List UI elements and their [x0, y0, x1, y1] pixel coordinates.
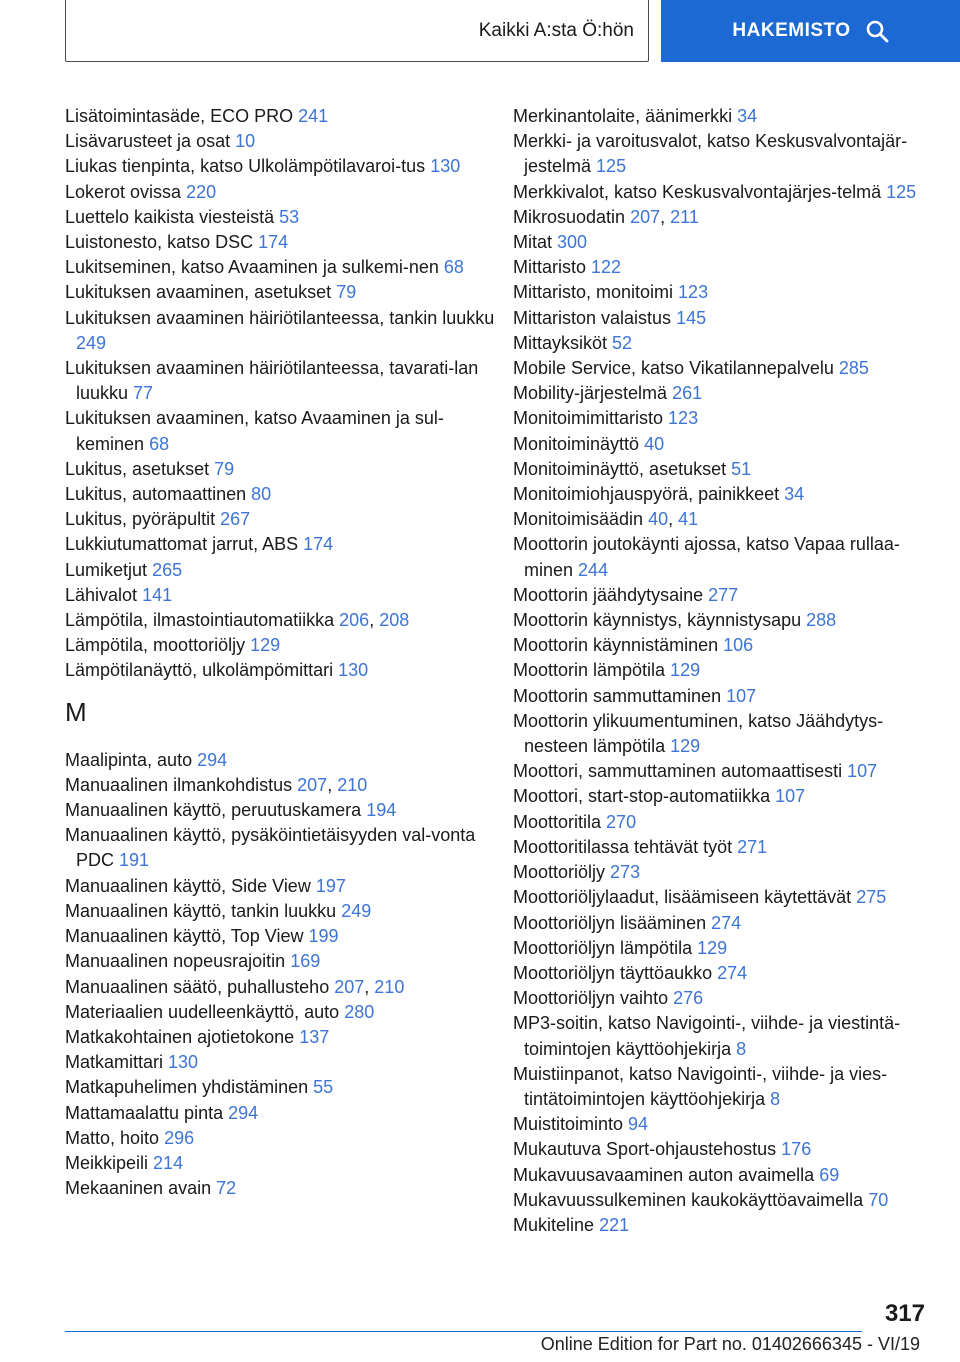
page-reference-link[interactable]: 79 [214, 458, 235, 479]
index-entry [513, 784, 933, 809]
index-term: Lukitseminen, katso Avaaminen ja sulkemi-nen [65, 257, 439, 278]
index-term: Monitoimisäädin [513, 509, 644, 530]
index-term: Lämpötilanäyttö, ulkolämpömittari [65, 660, 334, 681]
page-reference-link[interactable]: 122 [591, 257, 622, 278]
page-reference-link[interactable]: 249 [76, 332, 107, 353]
page-reference-link[interactable]: 244 [578, 559, 609, 580]
index-term: Lämpötila, ilmastointiautomatiikka [65, 610, 335, 631]
index-term: Lukitus, automaattinen [65, 484, 247, 505]
page-reference-link[interactable]: 277 [708, 584, 739, 605]
page-reference-link[interactable]: 129 [250, 635, 281, 656]
index-entry [65, 949, 505, 974]
page-reference-link[interactable]: 55 [313, 1077, 334, 1098]
index-term: Lukitus, asetukset [65, 458, 210, 479]
index-entry [65, 633, 505, 658]
page-reference-link[interactable]: 123 [668, 408, 699, 429]
index-entry [513, 432, 933, 457]
index-term: Merkki- ja varoitusvalot, katso Keskusvalvontajär-jestelmä [513, 131, 908, 177]
index-term: Moottoritila [513, 811, 602, 832]
index-term: Lokerot ovissa [65, 181, 182, 202]
index-entry [513, 306, 933, 331]
page-reference-link[interactable]: 210 [374, 976, 405, 997]
index-entry [513, 280, 933, 305]
page-reference-link[interactable]: 125 [886, 181, 917, 202]
index-entry [513, 936, 933, 961]
index-entry [65, 154, 505, 179]
index-entry [65, 230, 505, 255]
index-term: Lukituksen avaaminen häiriötilanteessa, tavarati-lan luukku [65, 358, 479, 404]
index-term: Manuaalinen käyttö, Top View [65, 926, 304, 947]
index-entry: Monitoimisäädin 40, 41 [513, 509, 699, 530]
index-entry [513, 482, 933, 507]
index-term: Mukavuussulkeminen kaukokäyttöavaimella [513, 1189, 864, 1210]
index-term: Mekaaninen avain [65, 1178, 212, 1199]
index-entry [65, 1050, 505, 1075]
page-reference-link[interactable]: 197 [315, 875, 346, 896]
edition-footer: Online Edition for Part no. 01402666345 - VI/19 [540, 1334, 920, 1354]
page-reference-link[interactable]: 191 [119, 850, 150, 871]
page-reference-link[interactable]: 288 [806, 610, 837, 631]
page-reference-link[interactable]: 125 [596, 156, 627, 177]
index-column-right [513, 104, 933, 1238]
index-entry [513, 759, 933, 784]
page-reference-link[interactable]: 51 [731, 458, 752, 479]
index-entry [513, 532, 933, 582]
index-term: Moottorin käynnistäminen [513, 635, 719, 656]
index-term: Manuaalinen säätö, puhallusteho [65, 976, 330, 997]
index-entry [65, 874, 505, 899]
index-term: Lukkiutumattomat jarrut, ABS [65, 534, 299, 555]
index-entry [513, 381, 933, 406]
page-reference-link[interactable]: 174 [303, 534, 334, 555]
page-reference-link[interactable]: 249 [341, 900, 372, 921]
page-reference-link[interactable]: 40 [644, 433, 665, 454]
index-term: Moottori, sammuttaminen automaattisesti [513, 761, 843, 782]
index-term: Manuaalinen käyttö, peruutuskamera [65, 800, 362, 821]
page-reference-link[interactable]: 68 [443, 257, 464, 278]
page-reference-link[interactable]: 107 [847, 761, 878, 782]
page-reference-link[interactable]: 280 [344, 1001, 375, 1022]
index-term: Manuaalinen nopeusrajoitin [65, 951, 286, 972]
index-term: Luettelo kaikista viesteistä [65, 206, 275, 227]
index-entry [65, 532, 505, 557]
footer-divider [65, 1331, 862, 1332]
section-tab-label: Kaikki A:sta Ö:hön [478, 19, 634, 41]
index-term: Moottorin ylikuumentuminen, katso Jäähdytys-nesteen lämpötila [513, 710, 884, 757]
page-reference-link[interactable]: 206 [339, 610, 370, 631]
index-entry [65, 507, 505, 532]
page-reference-link[interactable]: 130 [430, 156, 461, 177]
page-reference-link[interactable]: 129 [670, 736, 701, 757]
index-entry: Manuaalinen säätö, puhallusteho 207, 210 [65, 976, 405, 997]
index-entry [65, 356, 505, 406]
index-term: Lukitus, pyöräpultit [65, 509, 216, 530]
index-column-left [65, 104, 505, 1201]
index-term: Moottoriöljylaadut, lisäämiseen käytettävät [513, 887, 852, 908]
index-entry [513, 457, 933, 482]
index-term: Matto, hoito [65, 1127, 160, 1148]
page-reference-link[interactable]: 130 [338, 660, 369, 681]
index-entry: Mikrosuodatin 207, 211 [513, 206, 699, 227]
index-entry [513, 1112, 933, 1137]
index-entry [513, 255, 933, 280]
index-entry [65, 255, 505, 280]
index-term: Lämpötila, moottoriöljy [65, 635, 246, 656]
index-entry [513, 1213, 933, 1238]
index-entry [513, 835, 933, 860]
index-term: Meikkipeili [65, 1152, 149, 1173]
page-reference-link[interactable]: 174 [258, 232, 289, 253]
index-term: Moottoriöljy [513, 862, 606, 883]
index-entry [65, 798, 505, 823]
index-entries-m [65, 748, 505, 1202]
index-entry [513, 885, 933, 910]
index-entry [65, 406, 505, 456]
index-term: Moottorin sammuttaminen [513, 685, 722, 706]
page-reference-link[interactable]: 80 [251, 484, 272, 505]
index-entry [513, 961, 933, 986]
page-reference-link[interactable]: 214 [153, 1152, 184, 1173]
page-reference-link[interactable]: 34 [784, 484, 805, 505]
index-entry [65, 104, 505, 129]
page-reference-link[interactable]: 207 [630, 206, 661, 227]
page-reference-link[interactable]: 77 [133, 383, 154, 404]
page-reference-link[interactable]: 274 [711, 912, 742, 933]
index-term: Moottorin lämpötila [513, 660, 666, 681]
index-button[interactable] [661, 0, 960, 62]
index-term: Merkkivalot, katso Keskusvalvontajärjes-telmä [513, 181, 882, 202]
page-reference-link[interactable]: 79 [336, 282, 357, 303]
page-reference-link[interactable]: 273 [610, 862, 641, 883]
index-term: Mukautuva Sport-ohjaustehostus [513, 1139, 777, 1160]
index-entry [65, 899, 505, 924]
page-reference-link[interactable]: 107 [726, 685, 757, 706]
index-entry [513, 860, 933, 885]
page-reference-link[interactable]: 145 [676, 307, 707, 328]
page-reference-link[interactable]: 10 [235, 131, 256, 152]
index-term: Monitoiminäyttö, asetukset [513, 458, 727, 479]
index-entry [513, 1163, 933, 1188]
page-reference-link[interactable]: 275 [856, 887, 887, 908]
index-entry: Lämpötila, ilmastointiautomatiikka 206, 208 [65, 610, 410, 631]
index-entries-l [65, 104, 505, 684]
page-reference-link[interactable]: 8 [770, 1088, 781, 1109]
page-reference-link[interactable]: 123 [678, 282, 709, 303]
index-term: Monitoiminäyttö [513, 433, 640, 454]
index-term: Mobile Service, katso Vikatilannepalvelu [513, 358, 834, 379]
index-term: Moottoriöljyn täyttöaukko [513, 962, 713, 983]
page-reference-link[interactable]: 199 [308, 926, 339, 947]
index-term: Matkakohtainen ajotietokone [65, 1026, 295, 1047]
index-term: Mittaristo, monitoimi [513, 282, 674, 303]
index-entry [65, 280, 505, 305]
page-reference-link[interactable]: 261 [672, 383, 703, 404]
index-entry [513, 1137, 933, 1162]
index-term: Matkapuhelimen yhdistäminen [65, 1077, 309, 1098]
index-term: Mittaristo [513, 257, 587, 278]
section-tab[interactable] [65, 0, 649, 62]
page-reference-link[interactable]: 106 [723, 635, 754, 656]
page-reference-link[interactable]: 211 [670, 206, 699, 227]
index-entry [513, 129, 933, 179]
page-reference-link[interactable]: 294 [228, 1102, 259, 1123]
index-term: Lumiketjut [65, 559, 148, 580]
index-entry [65, 205, 505, 230]
page-reference-link[interactable]: 300 [557, 232, 588, 253]
index-term: Manuaalinen ilmankohdistus [65, 774, 293, 795]
index-term: Maalipinta, auto [65, 749, 193, 770]
index-term: Mobility-järjestelmä [513, 383, 668, 404]
page-reference-link[interactable]: 52 [612, 332, 633, 353]
page-reference-link[interactable]: 210 [337, 774, 368, 795]
page-reference-link[interactable]: 270 [606, 811, 637, 832]
page-reference-link[interactable]: 70 [868, 1189, 889, 1210]
index-term: Mittayksiköt [513, 332, 608, 353]
index-entry [65, 558, 505, 583]
index-term: Mikrosuodatin [513, 206, 626, 227]
index-term: MP3-soitin, katso Navigointi-, viihde- ja viestintä-toimintojen käyttöohjekirja [513, 1013, 901, 1059]
index-term: Moottoriöljyn vaihto [513, 988, 669, 1009]
page-reference-link[interactable]: 40 [648, 509, 669, 530]
index-term: Luistonesto, katso DSC [65, 232, 254, 253]
index-term: Merkinantolaite, äänimerkki [513, 106, 733, 126]
index-term: Mitat [513, 232, 553, 253]
index-entry [513, 608, 933, 633]
page-reference-link[interactable]: 220 [186, 181, 217, 202]
page-reference-link[interactable]: 267 [220, 509, 251, 530]
index-term: Mattamaalattu pinta [65, 1102, 224, 1123]
index-entry [513, 658, 933, 683]
index-entry [65, 306, 505, 356]
page-reference-link[interactable]: 107 [775, 786, 806, 807]
index-entry [65, 924, 505, 949]
index-entry [65, 823, 505, 873]
index-entry [513, 356, 933, 381]
page-reference-link[interactable]: 129 [670, 660, 701, 681]
index-term: Moottori, start-stop-automatiikka [513, 786, 771, 807]
page-number: 317 [884, 1300, 925, 1327]
index-term: Materiaalien uudelleenkäyttö, auto [65, 1001, 340, 1022]
page-reference-link[interactable]: 296 [164, 1127, 195, 1148]
page-reference-link[interactable]: 34 [737, 106, 758, 126]
page-reference-link[interactable]: 241 [298, 106, 329, 126]
page-reference-link[interactable]: 68 [149, 433, 170, 454]
index-button-label: HAKEMISTO [732, 20, 851, 41]
page-reference-link[interactable]: 129 [697, 937, 728, 958]
index-entry [65, 457, 505, 482]
index-entries-m-continued [513, 104, 933, 1238]
index-term: Lukituksen avaaminen, katso Avaaminen ja sul-keminen [65, 408, 444, 454]
page-reference-link[interactable]: 41 [678, 509, 699, 530]
index-entry [513, 406, 933, 431]
index-entry [513, 180, 933, 205]
index-entry: Manuaalinen ilmankohdistus 207, 210 [65, 774, 368, 795]
index-entry [513, 104, 933, 129]
page-reference-link[interactable]: 271 [737, 836, 768, 857]
index-term: Matkamittari [65, 1052, 164, 1073]
index-entry [513, 230, 933, 255]
page-reference-link[interactable]: 141 [142, 584, 173, 605]
index-term: Lähivalot [65, 584, 138, 605]
search-icon [865, 19, 889, 43]
page-reference-link[interactable]: 94 [628, 1114, 649, 1135]
page-reference-link[interactable]: 176 [781, 1139, 812, 1160]
section-letter-m: M [65, 696, 87, 727]
index-entry [65, 748, 505, 773]
index-entry [513, 1188, 933, 1213]
page-reference-link[interactable]: 274 [717, 962, 748, 983]
index-term: Lukituksen avaaminen, asetukset [65, 282, 332, 303]
index-entry [65, 583, 505, 608]
index-entry [65, 1126, 505, 1151]
index-term: Moottorin jäähdytysaine [513, 584, 704, 605]
page-reference-link[interactable]: 276 [673, 988, 704, 1009]
index-entry [513, 684, 933, 709]
index-entry [65, 1176, 505, 1201]
index-entry [513, 709, 933, 759]
page-reference-link[interactable]: 130 [168, 1052, 199, 1073]
index-term: Lisätoimintasäde, ECO PRO [65, 106, 294, 126]
index-entry [65, 482, 505, 507]
index-entry [513, 986, 933, 1011]
page-reference-link[interactable]: 221 [599, 1214, 630, 1235]
page-reference-link[interactable]: 207 [334, 976, 365, 997]
index-entry [65, 180, 505, 205]
page-reference-link[interactable]: 194 [366, 800, 397, 821]
index-term: Manuaalinen käyttö, tankin luukku [65, 900, 337, 921]
index-entry [65, 1101, 505, 1126]
index-entry [65, 658, 505, 683]
index-term: Mittariston valaistus [513, 307, 672, 328]
index-entry [513, 810, 933, 835]
page-reference-link[interactable]: 137 [299, 1026, 330, 1047]
index-term: Manuaalinen käyttö, Side View [65, 875, 311, 896]
index-term: Moottoritilassa tehtävät työt [513, 836, 733, 857]
page-reference-link[interactable]: 294 [197, 749, 228, 770]
index-entry [65, 1025, 505, 1050]
index-entry [513, 583, 933, 608]
index-entry [513, 1062, 933, 1112]
page-reference-link[interactable]: 169 [290, 951, 321, 972]
index-term: Monitoimiohjauspyörä, painikkeet [513, 484, 780, 505]
page-reference-link[interactable]: 8 [736, 1038, 747, 1059]
index-term: Lukituksen avaaminen häiriötilanteessa, tankin luukku [65, 307, 495, 328]
page-reference-link[interactable]: 207 [297, 774, 328, 795]
index-term: Mukiteline [513, 1214, 595, 1235]
page-reference-link[interactable]: 69 [819, 1164, 840, 1185]
page-reference-link[interactable]: 265 [152, 559, 183, 580]
index-entry [65, 1151, 505, 1176]
index-term: Muistitoiminto [513, 1114, 624, 1135]
index-entry [513, 331, 933, 356]
index-term: Moottorin joutokäynti ajossa, katso Vapaa rullaa-minen [513, 534, 900, 580]
page-reference-link[interactable]: 72 [216, 1178, 237, 1199]
index-entry [513, 633, 933, 658]
index-term: Mukavuusavaaminen auton avaimella [513, 1164, 815, 1185]
page-reference-link[interactable]: 285 [838, 358, 869, 379]
index-term: Liukas tienpinta, katso Ulkolämpötilavaroi-tus [65, 156, 426, 177]
index-term: Monitoimimittaristo [513, 408, 664, 429]
index-term: Moottoriöljyn lisääminen [513, 912, 707, 933]
index-term: Moottoriöljyn lämpötila [513, 937, 693, 958]
index-term: Muistiinpanot, katso Navigointi-, viihde- ja vies-tintätoimintojen käyttöohjekirja [513, 1063, 888, 1109]
index-term: Moottorin käynnistys, käynnistysapu [513, 610, 802, 631]
index-entry [513, 1011, 933, 1061]
index-entry [513, 911, 933, 936]
index-term: Manuaalinen käyttö, pysäköintietäisyyden val-vonta PDC [65, 825, 476, 871]
index-entry [65, 1075, 505, 1100]
page-reference-link[interactable]: 208 [379, 610, 410, 631]
index-entry [65, 129, 505, 154]
index-entry [65, 1000, 505, 1025]
page-reference-link[interactable]: 53 [279, 206, 300, 227]
index-term: Lisävarusteet ja osat [65, 131, 231, 152]
